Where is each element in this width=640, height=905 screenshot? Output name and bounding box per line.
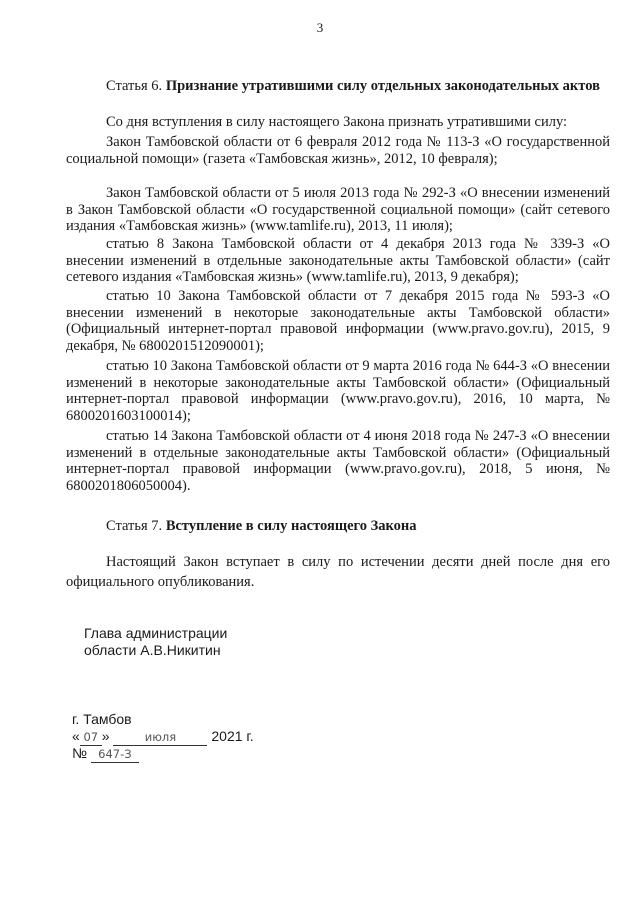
- number-prefix: №: [72, 745, 88, 761]
- place-city: г. Тамбов: [72, 711, 132, 727]
- signature-name: области А.В.Никитин: [84, 642, 221, 658]
- article6-item-2: Закон Тамбовской области от 5 июля 2013 года № 292-З «О внесении изменений в Закон Тамбовской области «О государственной социальной помощи» (сайт сетевого издания «Тамбовская жизнь» (www.tamlife.ru), 2013, 11 июля);: [66, 185, 610, 234]
- article7-prefix: Статья 7.: [106, 518, 163, 534]
- date-line: [72, 728, 254, 746]
- article7-text: Настоящий Закон вступает в силу по истечении десяти дней после дня его официального опубликования.: [66, 554, 610, 590]
- article7-title: Вступление в силу настоящего Закона: [165, 518, 417, 534]
- article6-item-6: статью 14 Закона Тамбовской области от 4 июня 2018 года № 247-З «О внесении изменений в отдельные законодательные акты Тамбовской области» (Официальный интернет-портал правовой информации (www.pravo.gov.ru), 2018, 5 июня, № 6800201806050004).: [66, 428, 610, 494]
- signature-block: [84, 625, 227, 659]
- date-day: 07: [80, 729, 102, 746]
- article6-intro: Со дня вступления в силу настоящего Закона признать утратившими силу:: [106, 114, 568, 130]
- article6-item-5: статью 10 Закона Тамбовской области от 9 марта 2016 года № 644-З «О внесении изменений в некоторые законодательные акты Тамбовской области» (Официальный интернет-портал правовой информации (www.pravo.gov.ru), 2016, 10 марта, № 6800201603100014);: [66, 358, 610, 424]
- article6-title: Признание утратившими силу отдельных законодательных актов: [165, 78, 600, 94]
- article6-heading: [66, 78, 606, 95]
- date-close-quote: »: [101, 728, 110, 744]
- article6-item-3: статью 8 Закона Тамбовской области от 4 декабря 2013 года № 339-З «О внесении изменений в отдельные законодательные акты Тамбовской области» (сайт сетевого издания «Тамбовская жизнь» (www.tamlife.ru), 2013, 9 декабря);: [66, 236, 610, 285]
- date-year: 2021 г.: [211, 728, 254, 744]
- signature-title: Глава администрации: [84, 625, 228, 641]
- article7-heading: [66, 518, 606, 535]
- law-number: 647-З: [91, 746, 139, 763]
- page-number: 3: [316, 20, 324, 35]
- article6-item-1: Закон Тамбовской области от 6 февраля 2012 года № 113-З «О государственной социальной помощи» (газета «Тамбовская жизнь», 2012, 10 февраля);: [66, 134, 610, 167]
- date-open-quote: «: [72, 728, 80, 744]
- number-line: [72, 745, 139, 763]
- article6-prefix: Статья 6.: [106, 78, 163, 94]
- article6-item-4: статью 10 Закона Тамбовской области от 7 декабря 2015 года № 593-З «О внесении изменений в некоторые законодательные акты Тамбовской области» (Официальный интернет-портал правовой информации (www.pravo.gov.ru), 2015, 9 декабря, № 6800201512090001);: [66, 288, 610, 354]
- date-month: июля: [113, 729, 207, 746]
